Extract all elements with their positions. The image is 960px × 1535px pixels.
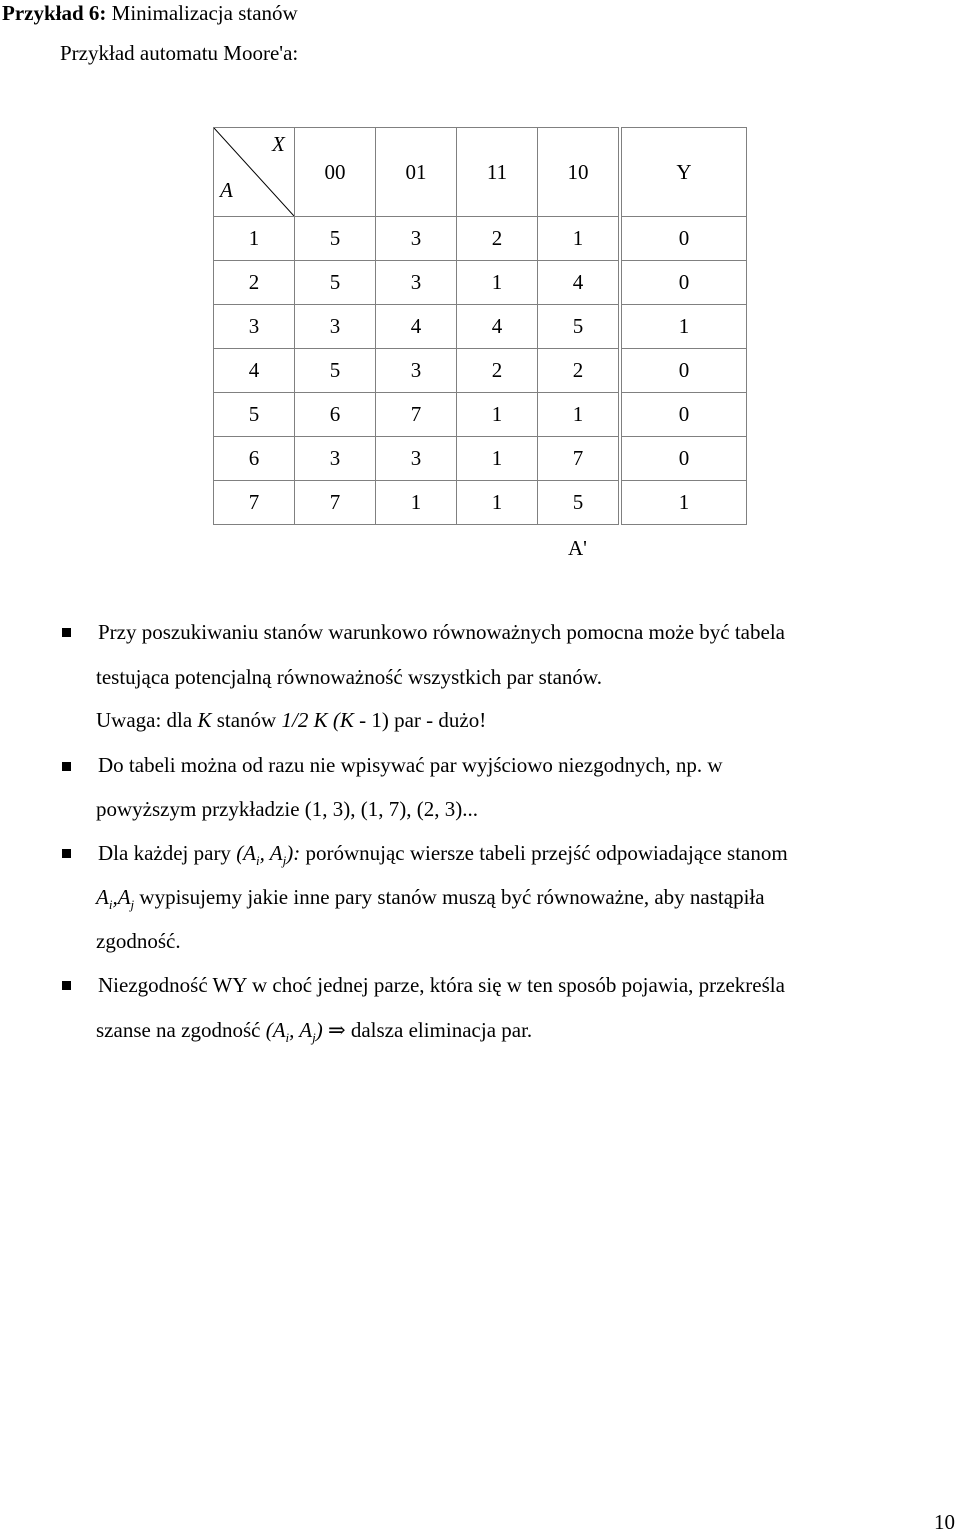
bullet-3-line-2 — [96, 885, 765, 913]
output-cell: 1 — [620, 481, 747, 525]
title-bold: Przykład 6: — [2, 1, 107, 25]
text-run: , A — [289, 1018, 313, 1042]
next-state-cell: 2 — [457, 217, 538, 261]
state-cell: 6 — [214, 437, 295, 481]
next-state-cell: 5 — [538, 305, 621, 349]
next-state-cell: 7 — [538, 437, 621, 481]
output-cell: 0 — [620, 437, 747, 481]
text-run: A — [96, 885, 109, 909]
table-row — [214, 437, 747, 481]
input-header: 00 — [295, 128, 376, 217]
text-run: , A — [259, 841, 283, 865]
corner-a-label: A — [220, 178, 233, 202]
next-state-cell: 7 — [295, 481, 376, 525]
input-header: 11 — [457, 128, 538, 217]
next-state-cell: 1 — [538, 217, 621, 261]
text-run: porównując wiersze tabeli przejść odpowiadające stanom — [300, 841, 788, 865]
table-row — [214, 393, 747, 437]
corner-cell — [214, 128, 295, 217]
text-run: K — [197, 708, 212, 732]
next-state-cell: 3 — [376, 217, 457, 261]
state-cell: 7 — [214, 481, 295, 525]
bullet-1-line-3 — [96, 708, 486, 733]
output-cell: 0 — [620, 349, 747, 393]
implies-arrow-icon: ⇒ — [322, 1018, 351, 1042]
table-row — [214, 481, 747, 525]
next-state-cell: 3 — [295, 305, 376, 349]
state-cell: 2 — [214, 261, 295, 305]
table-caption: A' — [568, 536, 587, 560]
next-state-cell: 1 — [457, 481, 538, 525]
text-run: ,A — [112, 885, 131, 909]
text-run: stanów — [211, 708, 282, 732]
state-table — [213, 127, 747, 525]
subscript: i — [108, 897, 113, 913]
bullet-square-icon — [62, 762, 71, 771]
text-run: (A — [236, 841, 257, 865]
next-state-cell: 1 — [538, 393, 621, 437]
next-state-cell: 4 — [538, 261, 621, 305]
next-state-cell: 3 — [295, 437, 376, 481]
text-run: 1/2 K (K — [281, 708, 354, 732]
next-state-cell: 3 — [376, 437, 457, 481]
bullet-3-line-1 — [98, 841, 788, 869]
next-state-cell: 6 — [295, 393, 376, 437]
page-number: 10 — [934, 1510, 955, 1534]
text-run: szanse na zgodność — [96, 1018, 266, 1042]
subscript: j — [282, 853, 287, 869]
next-state-cell: 3 — [376, 261, 457, 305]
bullet-3-line-3: zgodność. — [96, 929, 181, 953]
next-state-cell: 1 — [457, 261, 538, 305]
subscript: i — [285, 1030, 290, 1046]
page-title — [2, 0, 298, 26]
next-state-cell: 1 — [457, 437, 538, 481]
table-row — [214, 305, 747, 349]
bullet-1-line-2: testująca potencjalną równoważność wszystkich par stanów. — [96, 665, 602, 689]
output-cell: 0 — [620, 393, 747, 437]
input-header: 01 — [376, 128, 457, 217]
bullet-2-line-2: powyższym przykładzie (1, 3), (1, 7), (2, 3)... — [96, 797, 478, 821]
next-state-cell: 4 — [376, 305, 457, 349]
next-state-cell: 5 — [295, 349, 376, 393]
bullet-square-icon — [62, 981, 71, 990]
text-run: dalsza eliminacja par. — [350, 1018, 533, 1042]
text-run: Dla każdej pary — [98, 841, 237, 865]
text-run: ) — [315, 1018, 323, 1042]
next-state-cell: 5 — [538, 481, 621, 525]
next-state-cell: 2 — [457, 349, 538, 393]
output-cell: 0 — [620, 261, 747, 305]
next-state-cell: 4 — [457, 305, 538, 349]
table-row — [214, 217, 747, 261]
bullet-square-icon — [62, 849, 71, 858]
output-cell: 1 — [620, 305, 747, 349]
next-state-cell: 2 — [538, 349, 621, 393]
output-header: Y — [620, 128, 747, 217]
bullet-1-line-1: Przy poszukiwaniu stanów warunkowo równoważnych pomocna może być tabela — [98, 620, 785, 644]
subscript: j — [312, 1030, 316, 1046]
bullet-4-line-2 — [96, 1018, 532, 1046]
next-state-cell: 3 — [376, 349, 457, 393]
next-state-cell: 1 — [457, 393, 538, 437]
table-row — [214, 261, 747, 305]
bullet-2-line-1: Do tabeli można od razu nie wpisywać par wyjściowo niezgodnych, np. w — [98, 753, 723, 777]
next-state-cell: 5 — [295, 217, 376, 261]
text-run: (A — [265, 1018, 286, 1042]
subscript: j — [130, 897, 135, 913]
bullet-square-icon — [62, 628, 71, 637]
table-row — [214, 349, 747, 393]
subscript: i — [256, 853, 260, 869]
subtitle: Przykład automatu Moore'a: — [60, 41, 299, 65]
input-header: 10 — [538, 128, 621, 217]
state-cell: 1 — [214, 217, 295, 261]
next-state-cell: 5 — [295, 261, 376, 305]
bullet-4-line-1: Niezgodność WY w choć jednej parze, która się w ten sposób pojawia, przekreśla — [98, 973, 785, 997]
text-run: wypisujemy jakie inne pary stanów muszą być równoważne, aby nastąpiła — [134, 885, 765, 909]
next-state-cell: 7 — [376, 393, 457, 437]
state-cell: 5 — [214, 393, 295, 437]
text-run: ): — [286, 841, 301, 865]
next-state-cell: 1 — [376, 481, 457, 525]
output-cell: 0 — [620, 217, 747, 261]
state-cell: 3 — [214, 305, 295, 349]
corner-x-label: X — [272, 132, 285, 156]
title-rest: Minimalizacja stanów — [106, 1, 298, 25]
text-run: - 1) par - dużo! — [353, 708, 487, 732]
text-run: Uwaga: dla — [96, 708, 198, 732]
table-header-row — [214, 128, 747, 217]
state-cell: 4 — [214, 349, 295, 393]
